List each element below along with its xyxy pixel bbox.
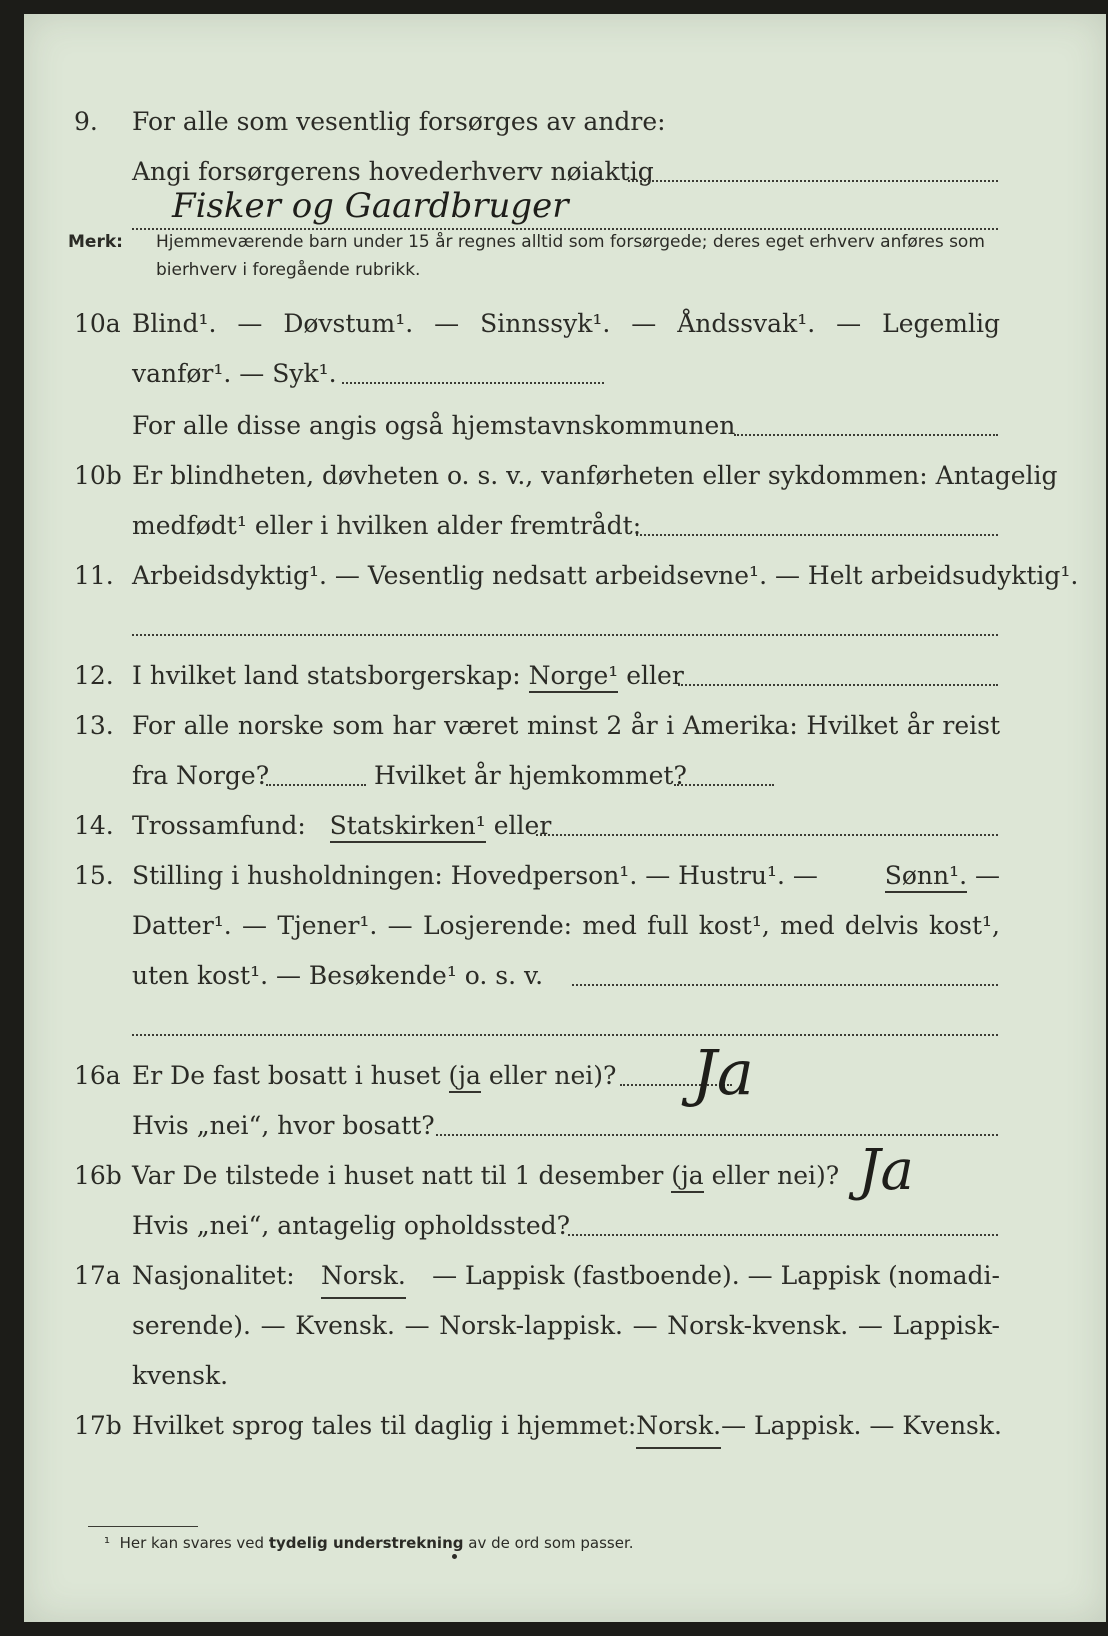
q17a-underlined: Norsk.: [321, 1256, 406, 1299]
q10a-line2: [24, 354, 1106, 394]
q17b-underlined: Norsk.: [636, 1406, 721, 1449]
q10b-line1: [24, 456, 1106, 496]
q11-line1: [24, 556, 1106, 596]
q17b-line: [24, 1406, 1106, 1446]
merk-label: Merk:: [68, 232, 123, 252]
q10a-text3: For alle disse angis også hjemstavnskommunen: [132, 411, 736, 440]
q17b-text: [132, 1406, 1000, 1449]
q11-text: Arbeidsdyktig¹. — Vesentlig nedsatt arbeidsevne¹. — Helt arbeidsudyktig¹.: [132, 561, 1079, 590]
merk-text: Hjemmeværende barn under 15 år regnes alltid som forsørgede; deres eget erhverv anføres som bierhverv i foregående rubrikk.: [156, 232, 985, 280]
q16a-underlined: (ja: [449, 1061, 481, 1093]
q14-text: [132, 806, 551, 846]
q16b-line2: [24, 1206, 1106, 1246]
q16a-number: 16a: [74, 1061, 121, 1090]
q14-underlined: Statskirken¹: [330, 811, 486, 843]
q10b-line2: [24, 506, 1106, 546]
q16b-text2: Hvis „nei“, antagelig opholdssted?: [132, 1211, 571, 1240]
q13-line1: [24, 706, 1106, 746]
q16a-bosatt-field: [436, 1134, 998, 1136]
q10b-text2: medfødt¹ eller i hvilken alder fremtrådt:: [132, 511, 642, 540]
q13-text2b: Hvilket år hjemkommet?: [374, 761, 687, 790]
q13-reist-field: [266, 784, 366, 786]
q10a-number: 10a: [74, 309, 121, 338]
q15-number: 15.: [74, 861, 114, 890]
q11-field: [132, 634, 998, 636]
q14-pre: Trossamfund:: [132, 811, 306, 840]
q9-handwritten-answer: Fisker og Gaardbruger: [172, 186, 569, 226]
footnote-mark: ¹: [104, 1534, 111, 1552]
q16a-text1: [132, 1056, 616, 1096]
q15-line3: [24, 956, 1106, 996]
q15-field: [572, 984, 998, 986]
q13-text1: For alle norske som har været minst 2 år i Amerika: Hvilket år reist: [132, 711, 1000, 740]
q14-line: [24, 806, 1106, 846]
q16a-post: eller nei)?: [488, 1061, 617, 1090]
q17a-line2: [24, 1306, 1106, 1346]
q15-line1: [24, 856, 1106, 896]
q13-text2a: fra Norge?: [132, 761, 270, 790]
q17a-text2: serende). — Kvensk. — Norsk-lappisk. — Norsk-kvensk. — Lappisk-: [132, 1311, 1000, 1340]
q9-answer-line-1: [628, 180, 998, 182]
q16a-text2: Hvis „nei“, hvor bosatt?: [132, 1111, 435, 1140]
q12-text: [132, 656, 684, 696]
q15-text1-pre: Stilling i husholdningen: Hovedperson¹. — Hustru¹. —: [132, 861, 818, 890]
q11-number: 11.: [74, 561, 114, 590]
q17b-pre: Hvilket sprog tales til daglig i hjemmet:: [132, 1411, 637, 1440]
q17a-number: 17a: [74, 1261, 121, 1290]
q12-pre: I hvilket land statsborgerskap:: [132, 661, 521, 690]
q15-text1-post: —: [975, 861, 1000, 890]
q14-number: 14.: [74, 811, 114, 840]
q17a-text1: [132, 1256, 1000, 1299]
footnote-pre: Her kan svares ved: [119, 1534, 265, 1552]
q10a-kommune-field: [734, 434, 998, 436]
q16a-line2: [24, 1106, 1106, 1146]
q17a-pre: Nasjonalitet:: [132, 1261, 295, 1290]
q10a-text1: Blind¹. — Døvstum¹. — Sinnssyk¹. — Åndssvak¹. — Legemlig: [132, 309, 1000, 338]
q9-text: For alle som vesentlig forsørges av andre:: [132, 107, 666, 136]
q10a-line1: [24, 304, 1106, 344]
q10a-text2: vanfør¹. — Syk¹.: [132, 359, 337, 388]
q15-extra-line: [132, 1034, 998, 1036]
q15-underlined: Sønn¹.: [885, 861, 967, 893]
footnote-rule: [88, 1526, 198, 1527]
q16b-handwritten-answer: Ja: [858, 1138, 914, 1203]
q10b-field: [636, 534, 998, 536]
q17b-post: — Lappisk. — Kvensk.: [721, 1411, 1002, 1440]
q9-number: 9.: [74, 107, 98, 136]
census-form-page: [24, 14, 1106, 1622]
q14-field: [536, 834, 998, 836]
q16a-line1: [24, 1056, 1106, 1096]
q16b-pre: Var De tilstede i huset natt til 1 desember: [132, 1161, 664, 1190]
q12-number: 12.: [74, 661, 114, 690]
q10b-text1: Er blindheten, døvheten o. s. v., vanførheten eller sykdommen: Antagelig: [132, 461, 1058, 490]
merk-note: [68, 228, 1068, 288]
q10a-line3: [24, 406, 1106, 446]
q10a-syk-field: [342, 382, 604, 384]
q16b-underlined: (ja: [671, 1161, 703, 1193]
q12-line: [24, 656, 1106, 696]
q17a-post: — Lappisk (fastboende). — Lappisk (nomadi-: [432, 1261, 1000, 1290]
q16a-handwritten-answer: Ja: [692, 1036, 754, 1109]
q16b-text1: [132, 1156, 839, 1196]
q16b-number: 16b: [74, 1161, 122, 1190]
q16a-pre: Er De fast bosatt i huset: [132, 1061, 441, 1090]
q17a-line1: [24, 1256, 1106, 1296]
footnote: [104, 1534, 634, 1552]
q13-hjemkommet-field: [674, 784, 774, 786]
q9-line1: [24, 102, 1106, 142]
q13-number: 13.: [74, 711, 114, 740]
q16b-line1: [24, 1156, 1106, 1196]
q17a-line3: [24, 1356, 1106, 1396]
q15-text1: [132, 856, 1000, 896]
q12-underlined: Norge¹: [529, 661, 619, 693]
q12-field: [678, 684, 998, 686]
q17b-number: 17b: [74, 1411, 122, 1440]
q17a-text3: kvensk.: [132, 1361, 229, 1390]
q9-prompt: Angi forsørgerens hovederhverv nøiaktig: [132, 157, 654, 186]
ink-blot: [452, 1554, 457, 1559]
q12-post: eller: [626, 661, 684, 690]
footnote-bold: tydelig understrekning: [268, 1534, 464, 1552]
q14-post: eller: [493, 811, 552, 840]
q15-text2: Datter¹. — Tjener¹. — Losjerende: med full kost¹, med delvis kost¹,: [132, 911, 1000, 940]
q10b-number: 10b: [74, 461, 122, 490]
q13-line2: [24, 756, 1106, 796]
q15-text3: uten kost¹. — Besøkende¹ o. s. v.: [132, 961, 544, 990]
q15-line2: [24, 906, 1106, 946]
footnote-post: av de ord som passer.: [468, 1534, 634, 1552]
q16b-field: [568, 1234, 998, 1236]
q16b-post: eller nei)?: [711, 1161, 840, 1190]
